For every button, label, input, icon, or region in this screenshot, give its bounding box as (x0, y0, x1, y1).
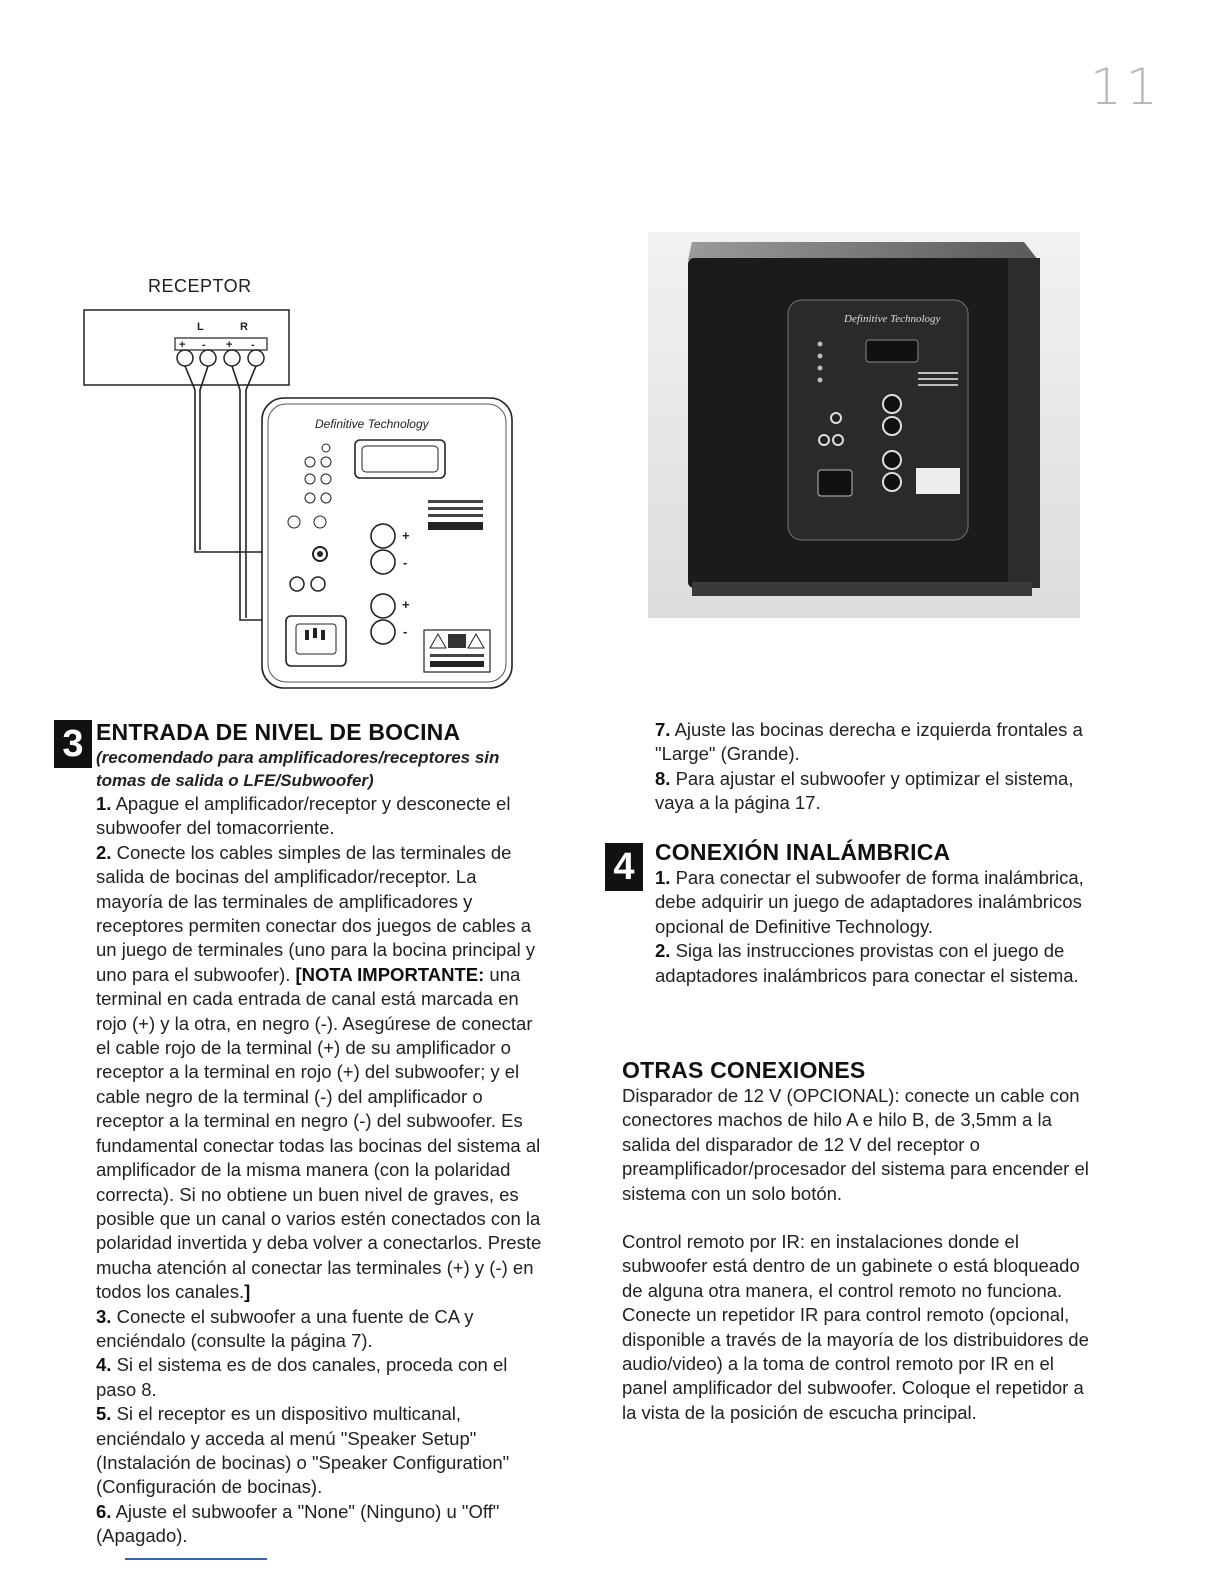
ir-remote-paragraph: Control remoto por IR: en instalaciones donde el subwoofer está dentro de un gabinete o está bloqueado de alguna otra manera, el control remoto no funciona. Conecte un repetidor IR para control remoto (opcional, disponible a través de la mayoría de los distribuidores de audio/video) a la toma de control remoto por IR en el panel amplificador del subwoofer. Coloque el repetidor a la vista de la posición de escucha principal. (622, 1231, 1089, 1423)
subwoofer-photo (648, 232, 1080, 618)
panel-brand: Definitive Technology (315, 417, 429, 431)
other-connections (622, 1056, 1092, 1425)
step-5: 5. Si el receptor es un dispositivo multicanal, enciéndalo y acceda al menú "Speaker Setup" (Instalación de bocinas) o "Speaker Configuration" (Configuración de bocinas). (96, 1403, 510, 1498)
section-3-subtitle: (recomendado para amplificadores/receptores sin tomas de salida o LFE/Subwoofer) (96, 748, 500, 790)
terminal-minus-l: - (202, 339, 206, 351)
section-3-badge: 3 (54, 720, 92, 768)
terminal-label-right: R (240, 321, 248, 333)
section-4 (655, 838, 1095, 988)
terminal-post (248, 350, 264, 366)
terminal-plus-l: + (179, 339, 186, 351)
svg-text:+: + (402, 597, 410, 612)
terminal-post (177, 350, 193, 366)
section-4-badge: 4 (605, 843, 643, 891)
photo-brand: Definitive Technology (844, 313, 941, 325)
wire-left-minus (200, 366, 208, 550)
other-connections-title: OTRAS CONEXIONES (622, 1057, 866, 1083)
step-6: 6. Ajuste el subwoofer a "None" (Ninguno) u "Off" (Apagado). (96, 1500, 500, 1547)
section-4-step-2: 2. Siga las instrucciones provistas con el juego de adaptadores inalámbricos para conectar el sistema. (655, 940, 1079, 986)
trigger-paragraph: Disparador de 12 V (OPCIONAL): conecte un cable con conectores machos de hilo A e hilo B, de 3,5mm a la salida del disparador de 12 V del receptor o preamplificador/procesador del sistema para encender el sistema con un solo botón. (622, 1085, 1089, 1204)
section-3 (96, 718, 546, 1549)
section-4-step-1: 1. Para conectar el subwoofer de forma inalámbrica, debe adquirir un juego de adaptadores inalámbricos opcional de Definitive Technology. (655, 867, 1084, 937)
terminal-minus-r: - (251, 339, 255, 351)
step-2: 2. Conecte los cables simples de las terminales de salida de bocinas del amplificador/receptor. La mayoría de las terminales de amplificadores y receptores permiten conectar dos juegos de cables a un juego de terminales (uno para la bocina principal y uno para el subwoofer). [NOTA IMPORTANTE: una terminal en cada entrada de canal está marcada en rojo (+) y la otra, en negro (-). Asegúrese de conectar el cable rojo de la terminal (+) de su amplificador o receptor a la terminal en rojo (+) del subwoofer; y el cable negro de la terminal (-) del amplificador o receptor a la terminal en negro (-) del subwoofer. Es fundamental conectar todas las bocinas del sistema al amplificador de la misma manera (con la polaridad correcta). Si no obtiene un buen nivel de graves, es posible que un canal o varios estén conectados con la polaridad invertida y deba volver a conectarlos. Preste mucha atención al conectar las terminales (+) y (-) en todos los canales.] (96, 841, 542, 1303)
terminal-post (224, 350, 240, 366)
svg-text:+: + (402, 528, 410, 543)
svg-text:-: - (403, 624, 408, 639)
amp-panel-outer (262, 398, 512, 688)
wire-right-minus (246, 366, 256, 618)
terminal-post (200, 350, 216, 366)
important-note-label: [NOTA IMPORTANTE: (295, 963, 485, 985)
step-8: 8. Para ajustar el subwoofer y optimizar el sistema, vaya a la página 17. (655, 767, 1074, 814)
step-4: 4. Si el sistema es de dos canales, proceda con el paso 8. (96, 1354, 508, 1400)
step-1: 1. Apague el amplificador/receptor y desconecte el subwoofer del tomacorriente. (96, 793, 511, 839)
section-3-title: ENTRADA DE NIVEL DE BOCINA (96, 719, 461, 745)
wiring-diagram-svg (80, 270, 540, 700)
receiver-box (84, 310, 289, 385)
svg-text:-: - (403, 555, 408, 570)
receptor-label: RECEPTOR (148, 276, 252, 296)
page-number: 11 (1090, 58, 1162, 116)
wiring-diagram (80, 270, 540, 700)
step-7: 7. Ajuste las bocinas derecha e izquierda frontales a "Large" (Grande). (655, 719, 1083, 765)
terminal-label-left: L (197, 321, 204, 333)
section-3-continued (655, 718, 1095, 816)
bottom-rule (125, 1558, 267, 1560)
step-3: 3. Conecte el subwoofer a una fuente de CA y enciéndalo (consulte la página 7). (96, 1305, 474, 1351)
section-4-title: CONEXIÓN INALÁMBRICA (655, 839, 951, 865)
terminal-plus-r: + (226, 339, 233, 351)
